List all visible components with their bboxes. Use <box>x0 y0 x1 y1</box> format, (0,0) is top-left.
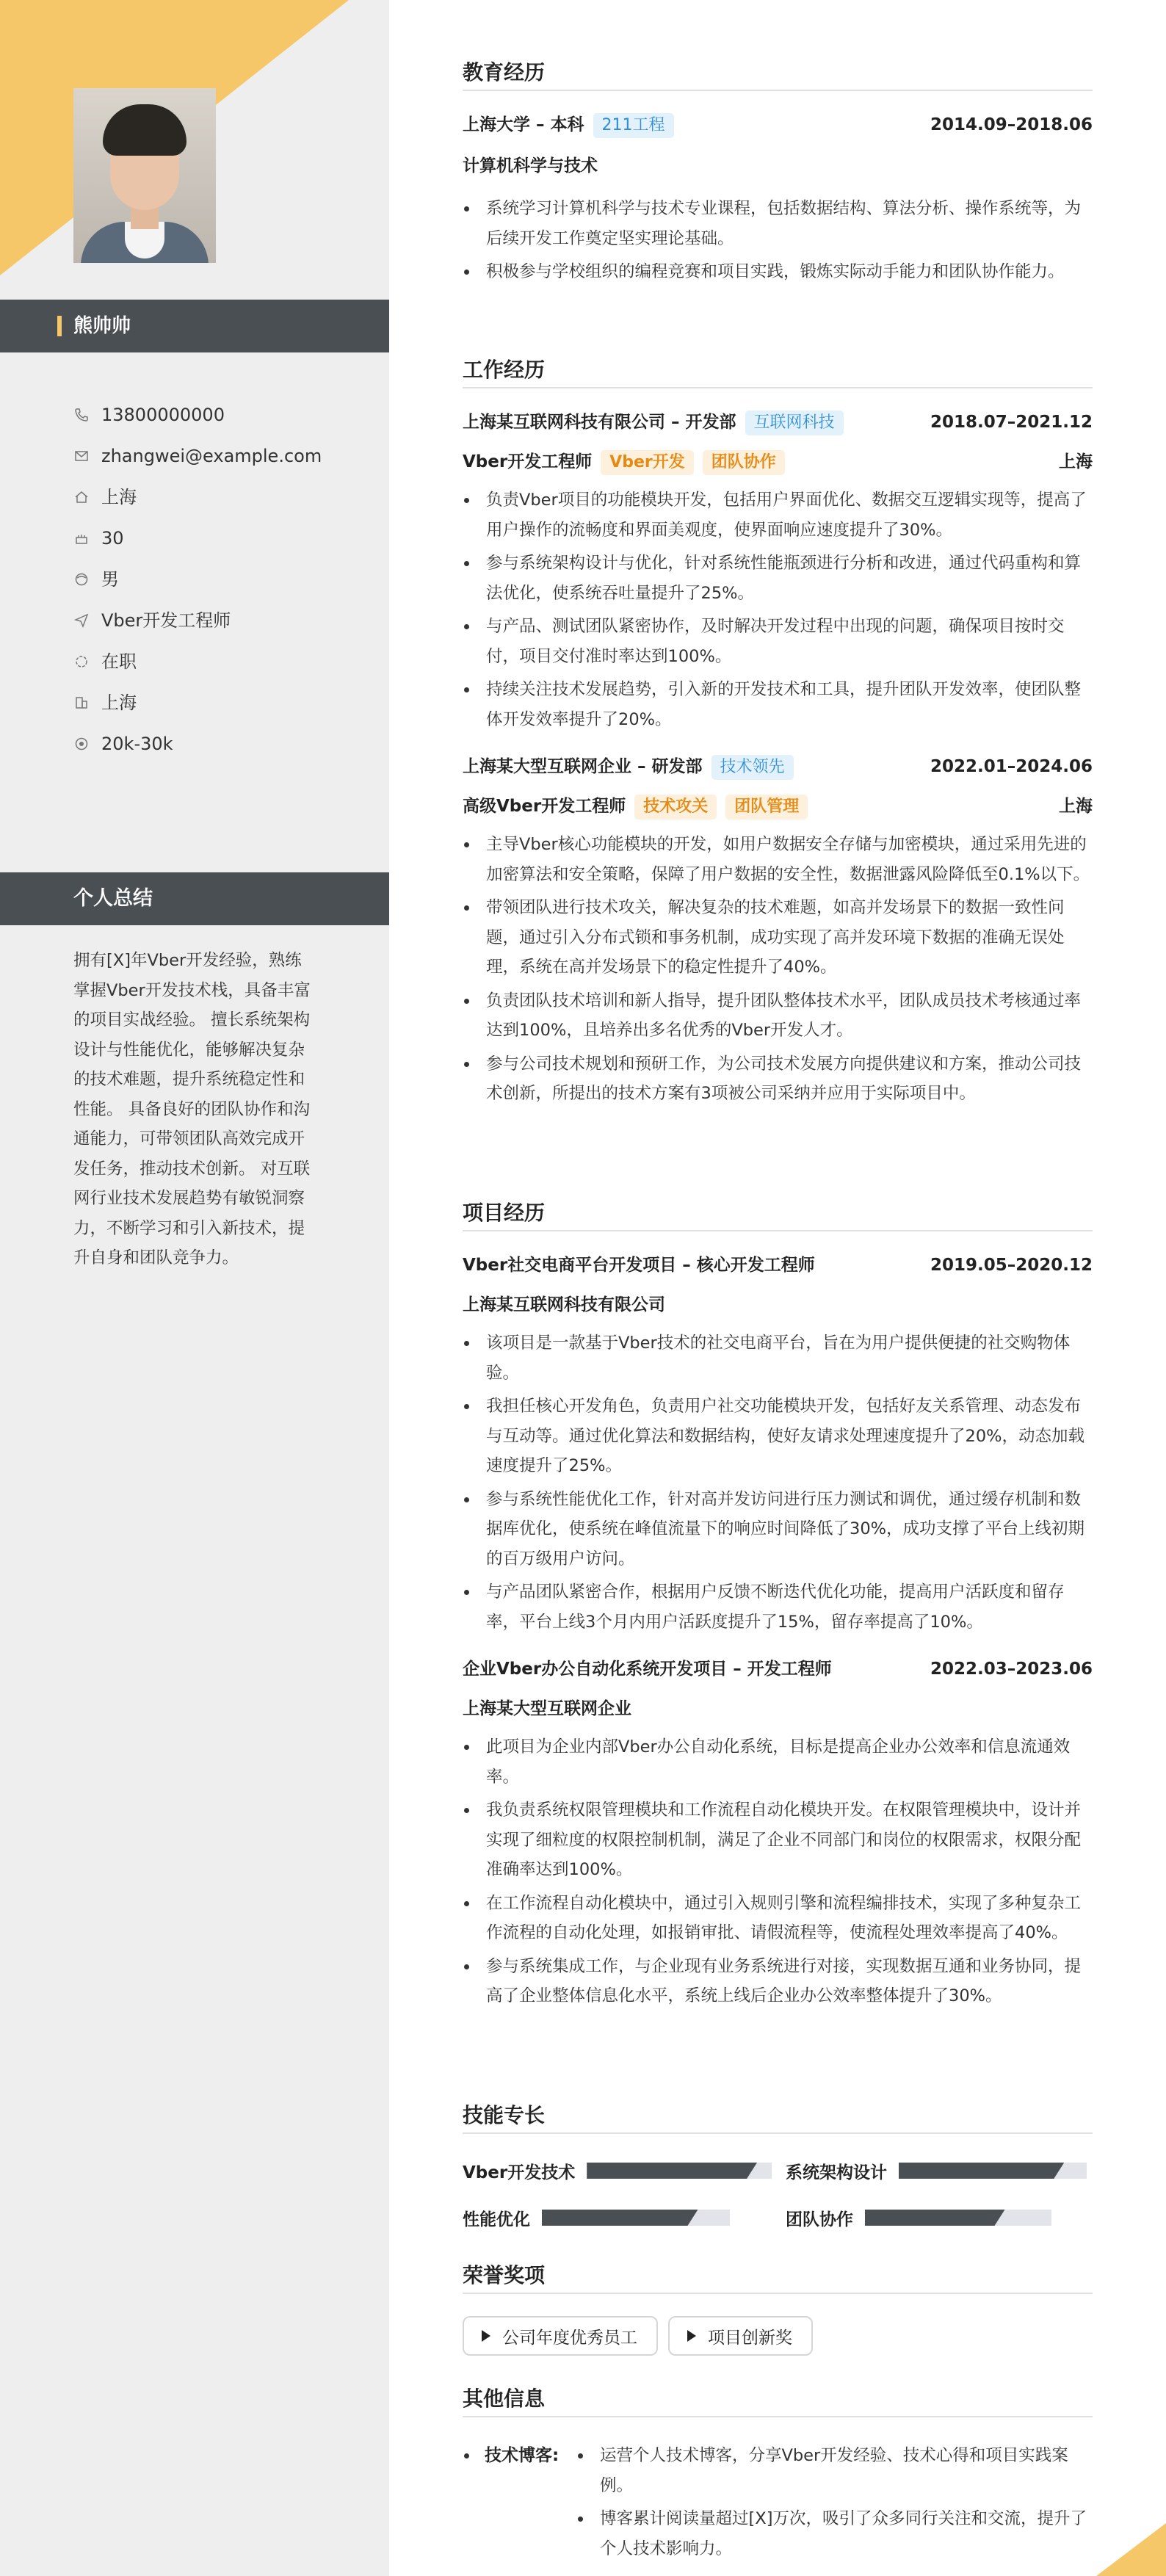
project-header <box>463 1656 1093 1682</box>
skill-label: 团队协作 <box>786 2210 853 2229</box>
contact-list <box>73 394 382 764</box>
job-bullets <box>463 830 1093 1109</box>
education-header <box>463 112 1093 138</box>
job-header <box>463 753 1093 780</box>
company-tag: 互联网科技 <box>745 410 844 435</box>
skill-label: 性能优化 <box>463 2210 530 2229</box>
education-section <box>463 59 1093 291</box>
section-title: 荣誉奖项 <box>463 2262 1093 2294</box>
skills-section <box>463 2102 1093 2229</box>
skill-label: Vber开发技术 <box>463 2163 576 2182</box>
skill-fill <box>865 2210 1005 2226</box>
list-item: 系统学习计算机科学与技术专业课程，包括数据结构、算法分析、操作系统等，为后续开发工作奠定坚实理论基础。 <box>463 194 1093 253</box>
list-item: 负责团队技术培训和新人指导，提升团队整体技术水平，团队成员技术考核通过率达到100%，且培养出多名优秀的Vber开发人才。 <box>463 986 1093 1046</box>
role-tag: 团队协作 <box>703 450 785 475</box>
job-role-line <box>463 449 1093 475</box>
list-item: 负责Vber项目的功能模块开发，包括用户界面优化、数据交互逻辑实现等，提高了用户操作的流畅度和界面美观度，使界面响应速度提升了30%。 <box>463 485 1093 545</box>
contact-home: 上海 <box>73 477 382 518</box>
list-item: 参与系统架构设计与优化，针对系统性能瓶颈进行分析和改进，通过代码重构和算法优化，使系统吞吐量提升了25%。 <box>463 549 1093 608</box>
section-title: 工作经历 <box>463 356 1093 388</box>
contact-age: 30 <box>73 518 382 559</box>
awards-section <box>463 2262 1093 2356</box>
role-tag: 技术攻关 <box>634 795 717 820</box>
skill-bar <box>542 2210 730 2226</box>
award-chip: 项目创新奖 <box>668 2316 813 2356</box>
list-item: 参与系统集成工作，与企业现有业务系统进行对接，实现数据互通和业务协同，提高了企业整体信息化水平，系统上线后企业办公效率整体提升了30%。 <box>463 1952 1093 2011</box>
section-title: 其他信息 <box>463 2385 1093 2417</box>
list-item: 持续关注技术发展趋势，引入新的开发技术和工具，提升团队开发效率，使团队整体开发效率提升了20%。 <box>463 675 1093 734</box>
job-bullets <box>463 485 1093 734</box>
list-item: 参与系统性能优化工作，针对高并发访问进行压力测试和调优，通过缓存机制和数据库优化，使系统在峰值流量下的响应时间降低了30%，成功支撑了平台上线初期的百万级用户访问。 <box>463 1485 1093 1574</box>
job-header <box>463 409 1093 435</box>
project-bullets <box>463 1328 1093 1637</box>
education-bullets <box>463 194 1093 287</box>
coin-icon <box>73 736 90 752</box>
contact-status: 在职 <box>73 641 382 682</box>
contact-email: zhangwei@example.com <box>73 435 382 477</box>
contact-phone: 13800000000 <box>73 394 382 435</box>
education-major: 计算机科学与技术 <box>463 156 598 176</box>
skill-item <box>786 2157 1087 2184</box>
project-name: Vber社交电商平台开发项目 – 核心开发工程师 <box>463 1256 815 1275</box>
other-bullets <box>576 2441 1093 2564</box>
skill-bar <box>587 2163 772 2179</box>
job-date: 2018.07–2021.12 <box>930 413 1093 432</box>
education-date: 2014.09–2018.06 <box>930 115 1093 134</box>
project-header <box>463 1252 1093 1278</box>
section-title: 项目经历 <box>463 1199 1093 1231</box>
list-item: 与产品团队紧密合作，根据用户反馈不断迭代优化功能，提高用户活跃度和留存率，平台上线3个月内用户活跃度提升了15%，留存率提高了10%。 <box>463 1577 1093 1637</box>
section-title: 教育经历 <box>463 59 1093 91</box>
decor-triangle-bottom <box>1096 2523 1166 2576</box>
phone-icon <box>73 407 90 423</box>
project-name: 企业Vber办公自动化系统开发项目 – 开发工程师 <box>463 1660 832 1679</box>
project-bullets <box>463 1732 1093 2011</box>
skill-bar <box>899 2163 1087 2179</box>
contact-position: Vber开发工程师 <box>73 600 382 641</box>
company-tag: 技术领先 <box>711 755 794 780</box>
skill-fill <box>587 2163 757 2179</box>
company-name: 上海某互联网科技有限公司 – 开发部 <box>463 413 736 432</box>
send-icon <box>73 612 90 629</box>
other-key: 技术博客: <box>485 2446 560 2465</box>
skill-item <box>463 2157 772 2184</box>
job-city: 上海 <box>1059 797 1093 816</box>
contact-city: 上海 <box>73 682 382 723</box>
list-item: 该项目是一款基于Vber技术的社交电商平台，旨在为用户提供便捷的社交购物体验。 <box>463 1328 1093 1388</box>
mail-icon <box>73 448 90 464</box>
skill-fill <box>542 2210 698 2226</box>
play-icon <box>482 2330 490 2342</box>
age-icon <box>73 530 90 546</box>
skill-item <box>463 2204 730 2231</box>
list-item: 博客累计阅读量超过[X]万次，吸引了众多同行关注和交流，提升了个人技术影响力。 <box>576 2504 1093 2564</box>
project-date: 2022.03–2023.06 <box>930 1660 1093 1679</box>
school-name: 上海大学 – 本科 <box>463 115 584 134</box>
role-tag: Vber开发 <box>601 450 694 475</box>
project-company: 上海某互联网科技有限公司 <box>463 1295 665 1314</box>
list-item: 在工作流程自动化模块中，通过引入规则引擎和流程编排技术，实现了多种复杂工作流程的自动化处理，如报销审批、请假流程等，使流程处理效率提高了40%。 <box>463 1889 1093 1948</box>
company-name: 上海某大型互联网企业 – 研发部 <box>463 757 703 776</box>
summary-text: 拥有[X]年Vber开发经验，熟练掌握Vber开发技术栈，具备丰富的项目实战经验。 擅长系统架构设计与性能优化，能够解决复杂的技术难题，提升系统稳定性和性能。 具备良好的团队协作和沟通能力，可带领团队高效完成开发任务，推动技术创新。 对互联网行业技术发展趋势有敏锐洞察力，不断学习和引入新技术，提升自身和团队竞争力。 <box>73 951 311 1267</box>
school-tag: 211工程 <box>593 113 674 138</box>
list-item: 运营个人技术博客，分享Vber开发经验、技术心得和项目实践案例。 <box>576 2441 1093 2500</box>
sidebar <box>0 0 389 2576</box>
work-section <box>463 356 1093 1112</box>
projects-section <box>463 1199 1093 2015</box>
building-icon <box>73 695 90 711</box>
skill-label: 系统架构设计 <box>786 2163 887 2182</box>
summary-bar <box>0 872 389 925</box>
other-item <box>463 2441 1093 2564</box>
job-city: 上海 <box>1059 452 1093 471</box>
list-item: 带领团队进行技术攻关，解决复杂的技术难题，如高并发场景下的数据一致性问题，通过引入分布式锁和事务机制，成功实现了高并发环境下数据的准确无误处理，系统在高并发场景下的稳定性提升了40%。 <box>463 893 1093 983</box>
contact-salary: 20k-30k <box>73 723 382 764</box>
award-list <box>463 2316 1093 2356</box>
gender-icon <box>73 571 90 587</box>
avatar <box>73 88 216 263</box>
profile-name: 熊帅帅 <box>73 315 131 337</box>
job-role: 高级Vber开发工程师 <box>463 797 626 816</box>
award-chip: 公司年度优秀员工 <box>463 2316 658 2356</box>
home-icon <box>73 489 90 505</box>
list-item: 参与公司技术规划和预研工作，为公司技术发展方向提供建议和方案，推动公司技术创新，所提出的技术方案有3项被公司采纳并应用于实际项目中。 <box>463 1049 1093 1109</box>
name-bar <box>0 300 389 352</box>
summary-title: 个人总结 <box>73 887 153 910</box>
role-tag: 团队管理 <box>725 795 808 820</box>
status-icon <box>73 654 90 670</box>
section-title: 技能专长 <box>463 2102 1093 2134</box>
list-item: 与产品、测试团队紧密协作，及时解决开发过程中出现的问题，确保项目按时交付，项目交付准时率达到100%。 <box>463 612 1093 671</box>
job-role-line <box>463 793 1093 820</box>
job-date: 2022.01–2024.06 <box>930 757 1093 776</box>
list-item: 我担任核心开发角色，负责用户社交功能模块开发，包括好友关系管理、动态发布与互动等。通过优化算法和数据结构，使好友请求处理速度提升了20%，动态加载速度提升了25%。 <box>463 1392 1093 1481</box>
other-section <box>463 2385 1093 2561</box>
project-company: 上海某大型互联网企业 <box>463 1699 631 1718</box>
skill-fill <box>899 2163 1064 2179</box>
list-item: 此项目为企业内部Vber办公自动化系统，目标是提高企业办公效率和信息流通效率。 <box>463 1732 1093 1792</box>
job-role: Vber开发工程师 <box>463 452 593 471</box>
contact-gender: 男 <box>73 559 382 600</box>
skill-bar <box>865 2210 1051 2226</box>
list-item: 主导Vber核心功能模块的开发，如用户数据安全存储与加密模块，通过采用先进的加密算法和安全策略，保障了用户数据的安全性，数据泄露风险降低至0.1%以下。 <box>463 830 1093 889</box>
project-date: 2019.05–2020.12 <box>930 1256 1093 1275</box>
list-item: 我负责系统权限管理模块和工作流程自动化模块开发。在权限管理模块中，设计并实现了细粒度的权限控制机制，满足了企业不同部门和岗位的权限需求，权限分配准确率达到100%。 <box>463 1795 1093 1885</box>
list-item: 积极参与学校组织的编程竞赛和项目实践，锻炼实际动手能力和团队协作能力。 <box>463 257 1093 287</box>
skill-item <box>786 2204 1051 2231</box>
play-icon <box>687 2330 696 2342</box>
